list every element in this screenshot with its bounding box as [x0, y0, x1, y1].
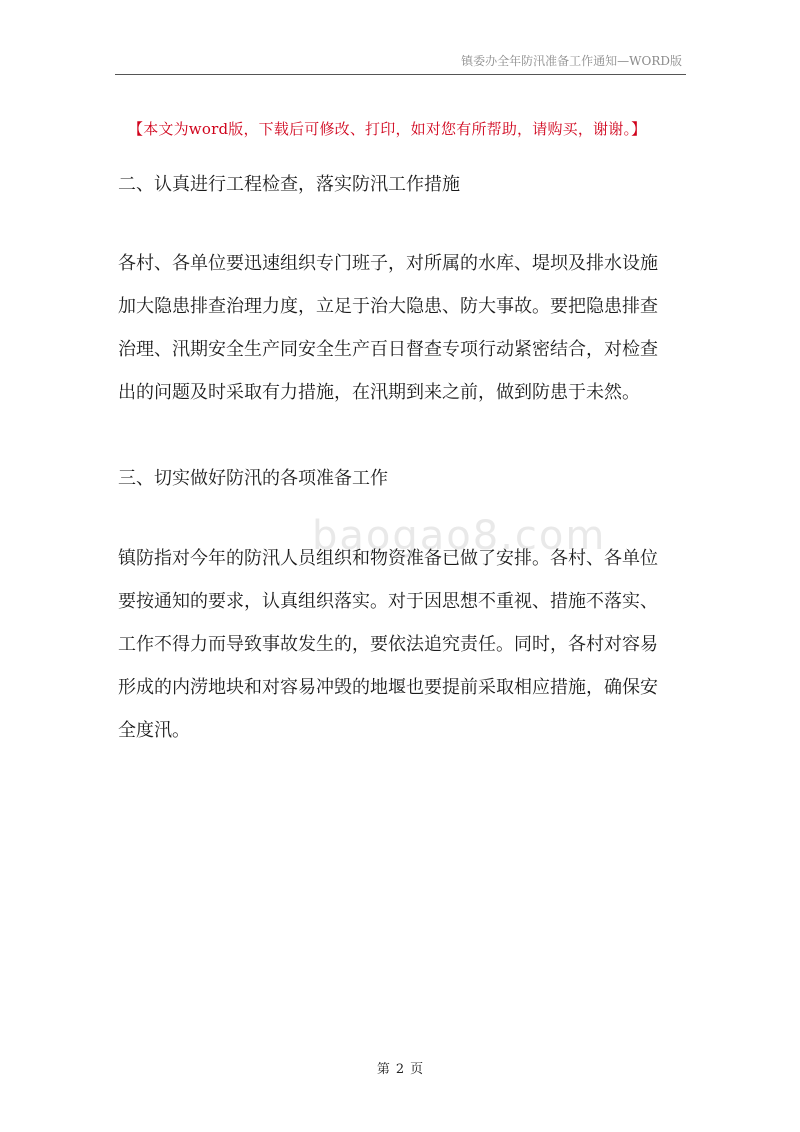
- section-paragraph-2: [118, 242, 688, 414]
- paragraph-line: 加大隐患排查治理力度，立足于治大隐患、防大事故。要把隐患排查: [118, 296, 658, 317]
- paragraph-line: 形成的内涝地块和对容易冲毁的地堰也要提前采取相应措施，确保安: [118, 677, 658, 698]
- page-number: 2: [395, 1062, 405, 1077]
- page-suffix: 页: [410, 1062, 424, 1077]
- paragraph-line: 要按通知的要求，认真组织落实。对于因思想不重视、措施不落实、: [118, 591, 658, 612]
- paragraph-line: 出的问题及时采取有力措施，在汛期到来之前，做到防患于未然。: [118, 382, 640, 403]
- page-prefix: 第: [376, 1062, 390, 1077]
- document-header-title: 镇委办全年防汛准备工作通知—WORD版: [461, 54, 682, 68]
- download-notice: 【本文为word版，下载后可修改、打印，如对您有所帮助，请购买，谢谢。】: [128, 120, 647, 138]
- header-divider: [115, 74, 686, 75]
- section-heading-3: 三、切实做好防汛的各项准备工作: [118, 468, 388, 489]
- paragraph-line: 全度汛。: [118, 720, 190, 741]
- paragraph-line: 各村、各单位要迅速组织专门班子，对所属的水库、堤坝及排水设施: [118, 253, 658, 274]
- section-paragraph-3: [118, 537, 688, 752]
- paragraph-line: 工作不得力而导致事故发生的，要依法追究责任。同时，各村对容易: [118, 634, 658, 655]
- page-footer: [0, 1058, 800, 1077]
- paragraph-line: 治理、汛期安全生产同安全生产百日督查专项行动紧密结合，对检查: [118, 339, 658, 360]
- section-heading-2: 二、认真进行工程检查，落实防汛工作措施: [118, 174, 460, 195]
- paragraph-line: 镇防指对今年的防汛人员组织和物资准备已做了安排。各村、各单位: [118, 548, 658, 569]
- watermark: baogao8.com: [312, 513, 607, 559]
